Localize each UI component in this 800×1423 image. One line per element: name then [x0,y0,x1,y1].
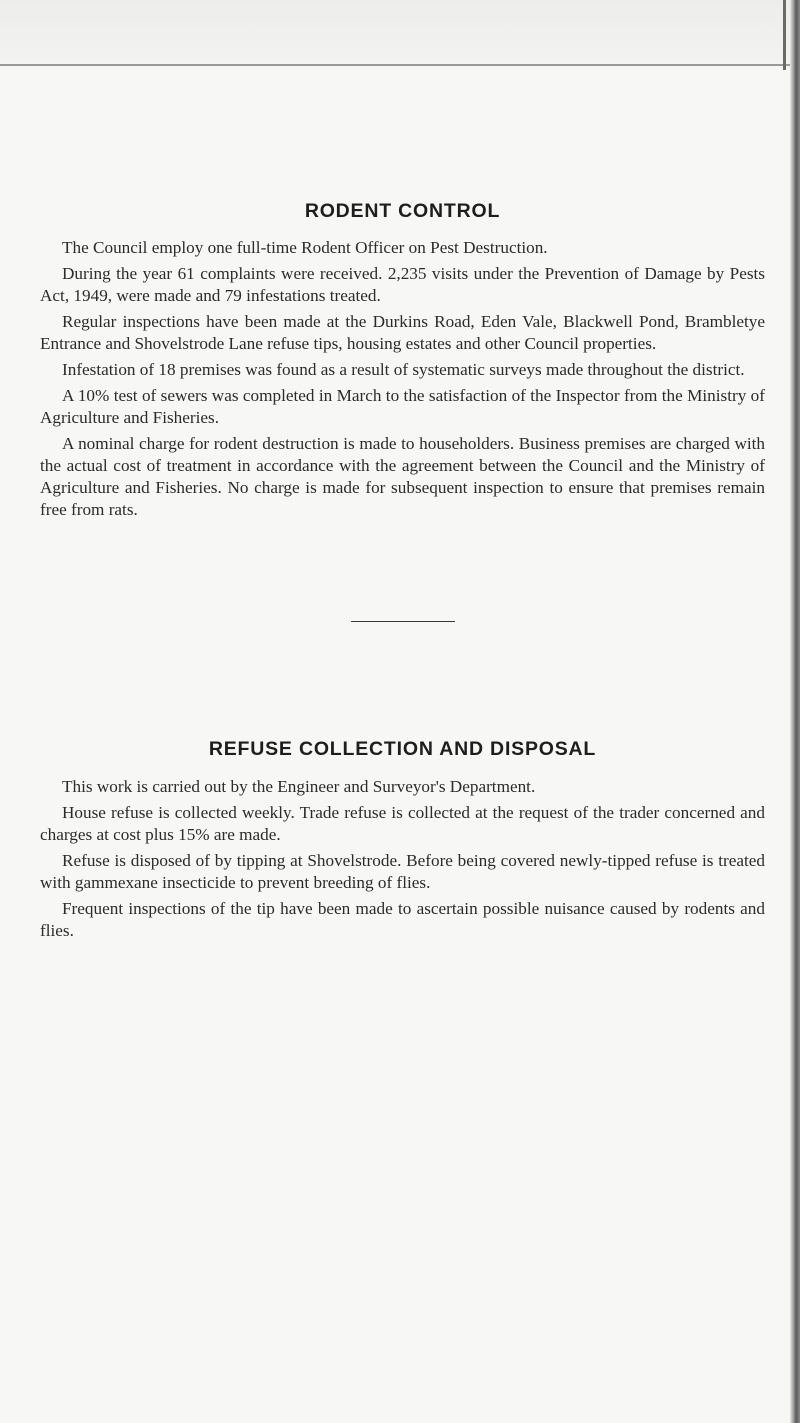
refuse-collection-paragraph-4: Frequent inspections of the tip have been made to ascertain possible nuisance caused by rodents and flies. [40,899,765,940]
refuse-collection-heading: REFUSE COLLECTION AND DISPOSAL [208,738,597,760]
scan-top-edge-line [0,64,792,66]
rodent-control-paragraph-3: Regular inspections have been made at the Durkins Road, Eden Vale, Blackwell Pond, Brambletye Entrance and Shovelstrode Lane refuse tips, housing estates and other Council properties. [40,312,765,353]
refuse-collection-paragraph-2: House refuse is collected weekly. Trade refuse is collected at the request of the trader concerned and charges at cost plus 15% are made. [40,803,765,844]
scan-right-edge [790,0,800,1423]
rodent-control-paragraph-4: Infestation of 18 premises was found as a result of systematic surveys made throughout the district. [62,360,745,379]
section-divider-rule [351,621,455,622]
rodent-control-section [40,200,765,521]
scan-top-margin [0,0,790,66]
rodent-control-paragraph-5: A 10% test of sewers was completed in March to the satisfaction of the Inspector from the Ministry of Agriculture and Fisheries. [40,386,765,427]
refuse-collection-section [40,738,765,942]
scan-right-notch [783,0,786,70]
refuse-collection-paragraph-3: Refuse is disposed of by tipping at Shovelstrode. Before being covered newly-tipped refuse is treated with gammexane insecticide to prevent breeding of flies. [40,851,765,892]
rodent-control-paragraph-2: During the year 61 complaints were received. 2,235 visits under the Prevention of Damage by Pests Act, 1949, were made and 79 infestations treated. [40,264,765,305]
refuse-collection-paragraph-1: This work is carried out by the Engineer and Surveyor's Department. [62,777,536,796]
rodent-control-paragraph-1: The Council employ one full-time Rodent Officer on Pest Destruction. [62,238,548,257]
document-page [40,200,765,946]
rodent-control-paragraph-6: A nominal charge for rodent destruction is made to householders. Business premises are charged with the actual cost of treatment in accordance with the agreement between the Council and the Ministry of Agriculture and Fisheries. No charge is made for subsequent inspection to ensure that premises remain free from rats. [40,434,765,519]
rodent-control-heading: RODENT CONTROL [304,200,501,222]
